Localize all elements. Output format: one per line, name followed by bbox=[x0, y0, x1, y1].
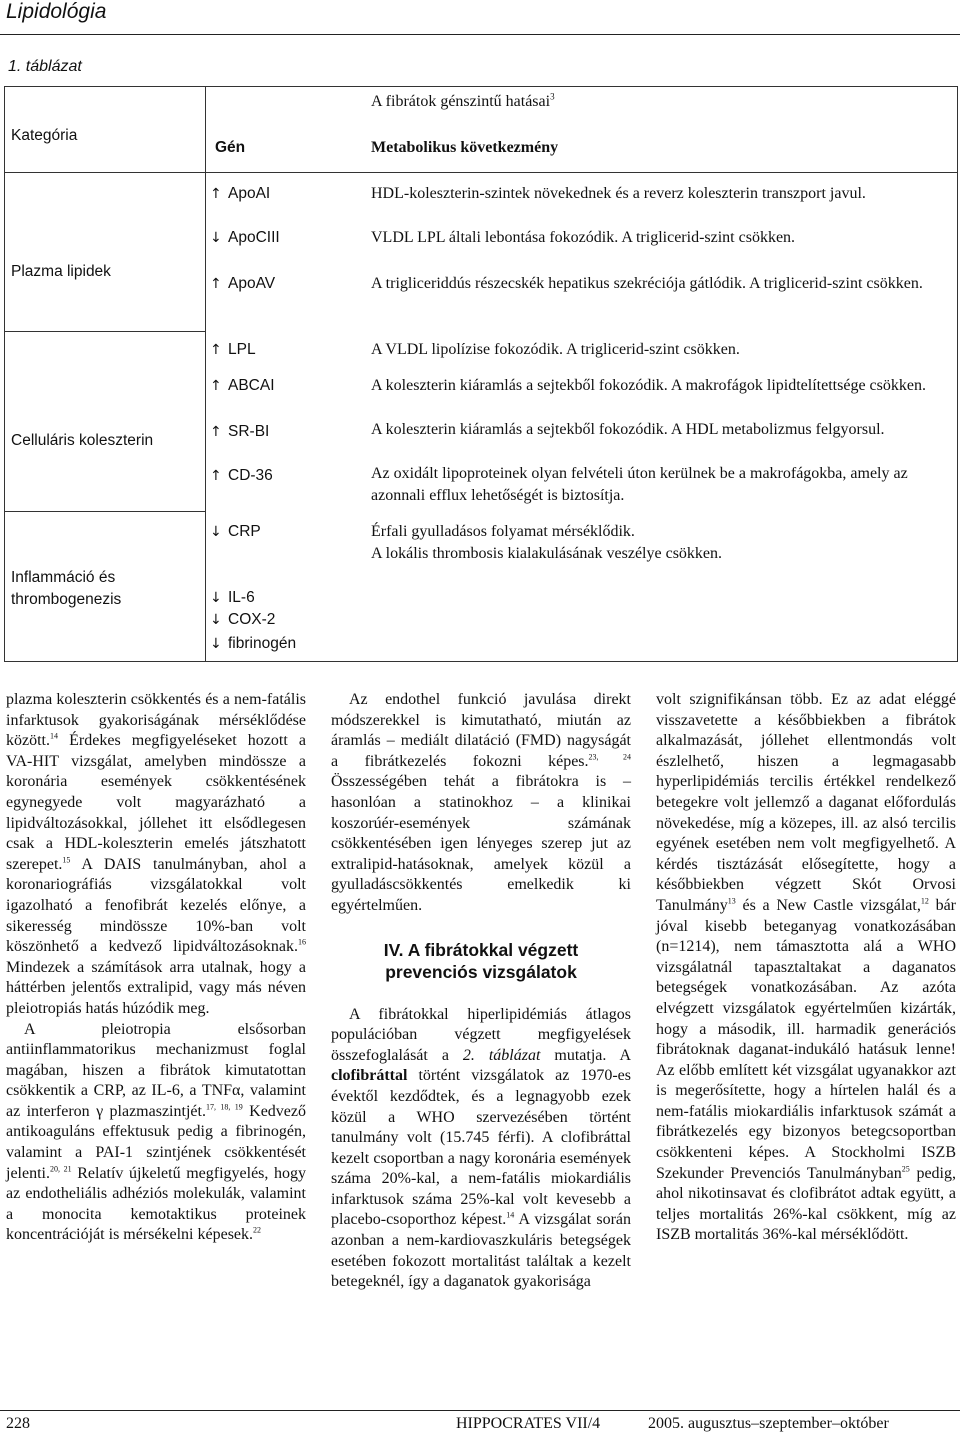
effect-sr-bi: A koleszterin kiáramlás a sejtekből fokozódik. A HDL metabolizmus felgyorsul. bbox=[371, 421, 885, 438]
journal-name: HIPPOCRATES VII/4 bbox=[456, 1415, 601, 1432]
effect-crp: Érfali gyulladásos folyamat mérséklődik. bbox=[371, 523, 635, 540]
issue-date: 2005. augusztus–szeptember–október bbox=[648, 1415, 889, 1432]
gene-apociii: ↓ ApoCIII bbox=[210, 227, 280, 249]
up-arrow-icon: ↑ bbox=[210, 342, 222, 358]
running-header-title: Lipidológia bbox=[6, 0, 107, 23]
category-inflammation: Inflammáció és thrombogenezis bbox=[11, 569, 122, 608]
table-hline bbox=[5, 172, 205, 173]
header-gene: Gén bbox=[215, 139, 246, 156]
table-hline bbox=[205, 172, 957, 173]
gene-lpl: ↑ LPL bbox=[210, 339, 256, 361]
gene-cox2: ↓ COX-2 bbox=[210, 609, 275, 631]
body-column-2 bbox=[331, 690, 631, 1293]
effect-apoai: HDL-koleszterin-szintek növekednek és a reverz koleszterin transzport javul. bbox=[371, 185, 866, 202]
effect-thrombosis: A lokális thrombosis kialakulásának veszélye csökken. bbox=[371, 545, 723, 562]
up-arrow-icon: ↑ bbox=[210, 276, 222, 292]
down-arrow-icon: ↓ bbox=[210, 230, 222, 246]
down-arrow-icon: ↓ bbox=[210, 524, 222, 540]
effect-lpl: A VLDL lipolízise fokozódik. A triglicerid-szint csökken. bbox=[371, 341, 740, 358]
gene-crp: ↓ CRP bbox=[210, 521, 261, 543]
table-title: A fibrátok génszintű hatásai$^3$ bbox=[371, 91, 555, 110]
paragraph: volt szignifikánsan több. Ez az adat eléggé visszavetette a későbbiekben a fibrátok alkalmazását, jóllehet ellentmondás volt észlelhető, hiszen a legmagasabb hyperlipidémiás tercilis értékkel rendelkező betegekre volt jellemző a daganat előfordulás növekedése, míg a közepes, ill. az alsó tercilis egyének esetében nem volt megfigyelhető. A kérdés tisztázását elősegítette, hogy a későbbiekben végzett Skót Orvosi Tanulmány$^{13}$ és a New Castle vizsgálat,$^{12}$ bár jóval kisebb beteganyag vonatkozásában (n=1214), nem támasztotta alá a WHO vizsgálatnál tapasztaltakat a daganatos betegségek vonatkozásában. Az azóta elvégzett vizsgálatok egyértelműen kizárták, hogy a második, ill. harmadik generációs fibrátoknak daganat-indukáló hatásuk lenne! Az előbb említett két vizsgálat ugyanakkor azt is megerősítette, hogy a hírtelen halál és a nem-fatális miokardiális infarktusok számát a fibrátkezelés egy bizonyos betegcsoportban csökkenteni képes. A Stockholmi ISZB Szekunder Prevenciós Tanulmányban$^{25}$ pedig, ahol nikotinsavat és clofibrátot adtak együtt, a teljes mortalitás 26%-kal csökkent, míg az ISZB mortalitás 36%-kal mérséklődött. bbox=[656, 691, 956, 1244]
up-arrow-icon: ↑ bbox=[210, 468, 222, 484]
paragraph: Az endothel funkció javulása direkt módszerekkel is kimutatható, miután az áramlás – mediált dilatáció (FMD) nagyságát a fibrátkezelés fokozni képes.$^{23, 24}$ Összességében tehát a fibrátokra is – hasonlóan a statinokhoz – a klinikai koszorúér-események számának csökkentésében igen lényeges szerep jut az extralipid-hatásoknak, amelyek közül a gyulladáscsökkentés emelkedik ki egyértelműen. bbox=[331, 691, 631, 914]
down-arrow-icon: ↓ bbox=[210, 636, 222, 652]
gene-sr-bi: ↑ SR-BI bbox=[210, 421, 269, 443]
table-title-ref: 3 bbox=[550, 91, 555, 102]
gene-abcai: ↑ ABCAI bbox=[210, 375, 275, 397]
gene-cd36: ↑ CD-36 bbox=[210, 465, 273, 487]
table-hline bbox=[5, 331, 205, 332]
up-arrow-icon: ↑ bbox=[210, 186, 222, 202]
up-arrow-icon: ↑ bbox=[210, 424, 222, 440]
effect-apociii: VLDL LPL általi lebontása fokozódik. A triglicerid-szint csökken. bbox=[371, 229, 796, 246]
footer-divider bbox=[0, 1410, 960, 1411]
effect-apoav: A trigliceriddús részecskék hepatikus szekréciója gátlódik. A triglicerid-szint csökken. bbox=[371, 275, 923, 292]
body-column-3 bbox=[656, 690, 956, 1246]
effect-cd36: Az oxidált lipoproteinek olyan felvételi úton kerülnek be a makrofágokba, amely az azonnali efflux lehetőségét is biztosítja. bbox=[371, 465, 908, 504]
gene-apoai: ↑ ApoAI bbox=[210, 183, 270, 205]
table-hline bbox=[5, 511, 205, 512]
category-plasma-lipids: Plazma lipidek bbox=[11, 263, 111, 280]
up-arrow-icon: ↑ bbox=[210, 378, 222, 394]
gene-fibrinogen: ↓ fibrinogén bbox=[210, 633, 296, 655]
gene-apoav: ↑ ApoAV bbox=[210, 273, 275, 295]
paragraph: A pleiotropia elsősorban antiinflammatorikus mechanizmust foglal magában, hiszen a fibrátok kimutatottan csökkentik a CRP, az IL-6, a TNFα, valamint az interferon γ plazmaszintjét.$^{17, 18, 19}$ Kedvező antikoaguláns effektusuk pedig a fibrinogén, valamint a PAI-1 szintjének csökkentését jelenti.$^{20, 21}$ Relatív újkeletű megfigyelés, hogy az endotheliális adhéziós molekulák, valamint a monocita kemotaktikus proteinek koncentrációját is mérsékelni képesek.$^{22}$ bbox=[6, 1020, 307, 1244]
table-vline bbox=[205, 87, 206, 661]
body-column-1 bbox=[6, 690, 306, 1246]
header-category: Kategória bbox=[11, 127, 78, 144]
fibrate-effects-table bbox=[4, 86, 958, 662]
paragraph: A fibrátokkal hiperlipidémiás átlagos populációban végzett megfigyelések összefoglalását a 2. táblázat mutatja. A clofibráttal történt vizsgálatok az 1970-es évektől kezdődtek, és a legnagyobb ezek közül a WHO szervezésében történt tanulmány volt (15.745 férfi). A clofibráttal kezelt csoportban a nagy koronária események száma 20%-kal, a nem-fatális miokardiális infarktusok száma 25%-kal volt kevesebb a placebo-csoporthoz képest.$^{14}$ A vizsgálat során azonban a nem-kardiovaszkuláris betegségek esetében fokozott mortalitást találtak a kezelt betegeknél, így a daganatok gyakorisága bbox=[331, 1005, 632, 1291]
table-label: 1. táblázat bbox=[8, 58, 82, 75]
category-cellular-cholesterol: Celluláris koleszterin bbox=[11, 432, 154, 449]
header-effect: Metabolikus következmény bbox=[371, 139, 559, 156]
paragraph: plazma koleszterin csökkentés és a nem-fatális infarktusok gyakoriságának mérséklődése között.$^{14}$ Érdekes megfigyeléseket hozott a VA-HIT vizsgálat, amelyben mindössze a koronária események csökkentésének egynegyede volt magyarázható a lipidváltozásokkal, jóllehet itt elsődlegesen csak a HDL-koleszterin emelés játszhatott szerepet.$^{15}$ A DAIS tanulmányban, ahol a koronariográfiás vizsgálatokkal volt igazolható a fenofibrát kezelés előnye, a sikeresség mindössze 10%-ban volt köszönhető a kedvező lipidváltozásoknak.$^{16}$ Mindezek a számítások arra utalnak, hogy a háttérben jelentős extralipid, vagy más néven pleiotropiás hatás húzódik meg. bbox=[6, 691, 306, 1017]
effect-abcai: A koleszterin kiáramlás a sejtekből fokozódik. A makrofágok lipidtelítettsége csökken. bbox=[371, 377, 926, 394]
section-title: IV. A fibrátokkal végzett prevenciós vizsgálatok bbox=[383, 939, 579, 982]
header-divider bbox=[0, 34, 960, 35]
down-arrow-icon: ↓ bbox=[210, 590, 222, 606]
down-arrow-icon: ↓ bbox=[210, 612, 222, 628]
page-number: 228 bbox=[6, 1415, 30, 1432]
gene-il6: ↓ IL-6 bbox=[210, 587, 255, 609]
